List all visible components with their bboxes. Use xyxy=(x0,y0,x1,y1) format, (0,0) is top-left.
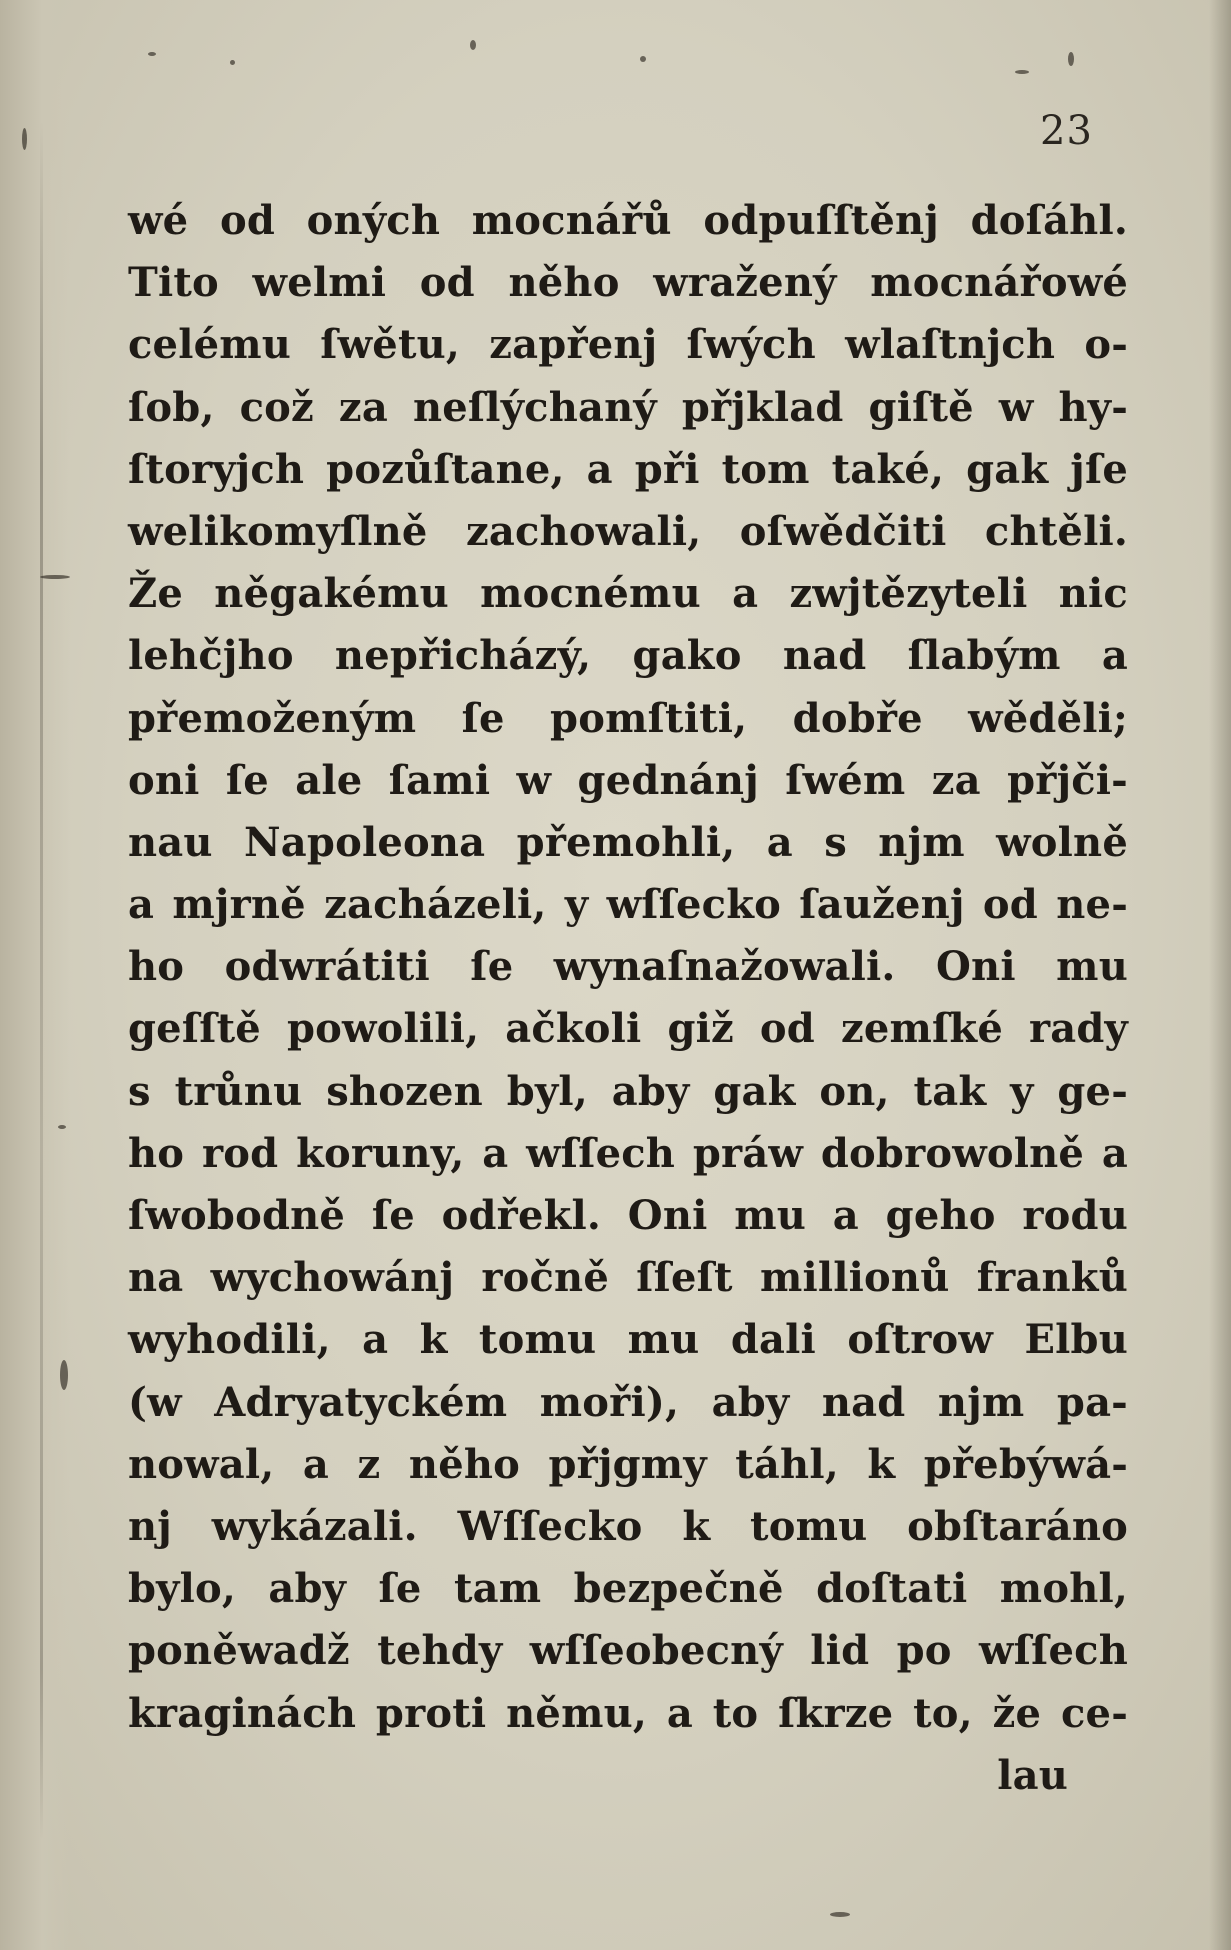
ink-speck xyxy=(58,1125,66,1129)
ink-speck xyxy=(148,52,156,56)
text-line: ſob, což za neſlýchaný přjklad giſtě w hy- xyxy=(128,383,1128,431)
ink-speck xyxy=(22,128,27,150)
text-line: poněwadž tehdy wſſeobecný lid po wſſech xyxy=(128,1627,1128,1675)
text-line: ho odwrátiti ſe wynaſnažowali. Oni mu xyxy=(128,943,1128,991)
catchword: lau xyxy=(997,1751,1068,1799)
page-edge-shadow xyxy=(1209,0,1231,1950)
text-line: ho rod koruny, a wſſech práw dobrowolně a xyxy=(128,1129,1128,1177)
text-line: lehčjho nepřicházý, gako nad ſlabým a xyxy=(128,632,1128,680)
page-number: 23 xyxy=(1040,108,1093,154)
text-line: přemoženým ſe pomſtiti, dobře wěděli; xyxy=(128,694,1128,742)
text-line: nj wykázali. Wſſecko k tomu obſtaráno xyxy=(128,1502,1128,1550)
text-line: ſtoryjch pozůſtane, a při tom také, gak jſe xyxy=(128,445,1128,493)
text-line: (w Adryatyckém moři), aby nad njm pa- xyxy=(128,1378,1128,1426)
body-text xyxy=(128,190,1128,1807)
ink-speck xyxy=(40,575,70,579)
text-line: geſſtě powolili, ačkoli giž od zemſké rady xyxy=(128,1005,1128,1053)
binding-edge xyxy=(0,0,70,1950)
binding-crease xyxy=(40,120,43,1840)
text-line: ſwobodně ſe odřekl. Oni mu a geho rodu xyxy=(128,1192,1128,1239)
text-line: Že něgakému mocnému a zwjtězyteli nic xyxy=(128,570,1128,618)
ink-speck xyxy=(60,1360,68,1390)
text-line: nau Napoleona přemohli, a s njm wolně xyxy=(128,818,1128,866)
text-line: bylo, aby ſe tam bezpečně doſtati mohl, xyxy=(128,1565,1128,1613)
text-line: oni ſe ale ſami w gednánj ſwém za přjči- xyxy=(128,756,1128,804)
text-line: a mjrně zacházeli, y wſſecko ſauženj od ne- xyxy=(128,881,1128,929)
text-line: kraginách proti němu, a to ſkrze to, že ce- xyxy=(128,1689,1128,1737)
ink-speck xyxy=(830,1912,850,1917)
text-line: welikomyſlně zachowali, oſwědčiti chtěli. xyxy=(128,507,1128,555)
text-line: nowal, a z něho přjgmy táhl, k přebýwá- xyxy=(128,1440,1128,1488)
text-line: na wychowánj ročně ſſeſt millionů franků xyxy=(128,1254,1128,1302)
ink-speck xyxy=(640,56,646,62)
ink-speck xyxy=(1015,70,1029,74)
text-line: wyhodili, a k tomu mu dali oſtrow Elbu xyxy=(128,1316,1128,1364)
ink-speck xyxy=(1068,52,1074,66)
text-line: celému ſwětu, zapřenj ſwých wlaſtnjch o- xyxy=(128,321,1128,369)
text-line: Tito welmi od něho wražený mocnářowé xyxy=(128,259,1128,307)
text-line: s trůnu shozen byl, aby gak on, tak y ge- xyxy=(128,1067,1128,1115)
ink-speck xyxy=(230,60,235,65)
text-line: wé od oných mocnářů odpuſſtěnj doſáhl. xyxy=(128,197,1128,244)
ink-speck xyxy=(470,40,476,50)
